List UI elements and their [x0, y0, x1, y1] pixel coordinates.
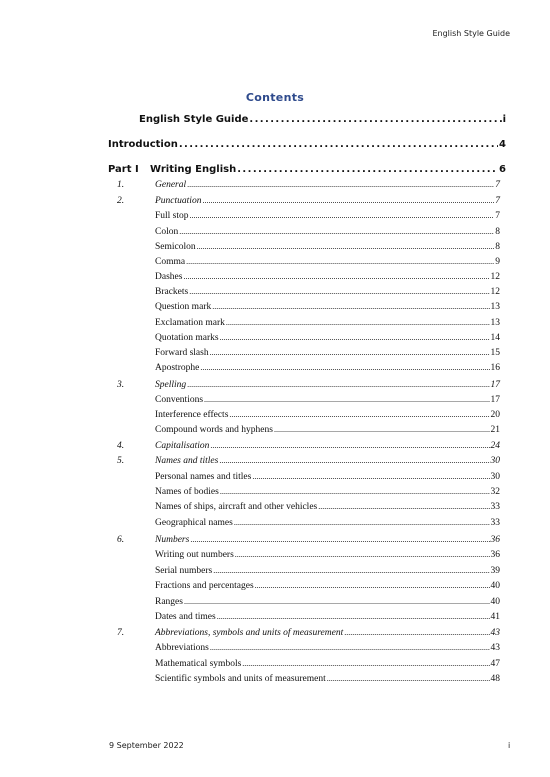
toc-page-number: 7	[495, 180, 500, 190]
toc-entry-title: Compound words and hyphens	[155, 425, 273, 435]
toc-entry-title: Punctuation	[155, 196, 202, 206]
toc-entry[interactable]	[155, 487, 500, 500]
toc-entry[interactable]	[155, 242, 500, 255]
toc-entry[interactable]	[155, 518, 500, 531]
toc-entry-title: Dates and times	[155, 612, 216, 622]
toc-entry[interactable]	[108, 139, 506, 153]
toc-dot-leader	[219, 456, 489, 465]
toc-page-number: 40	[490, 581, 500, 591]
toc-entry-number: 6.	[117, 535, 125, 545]
toc-dot-leader	[200, 363, 489, 372]
toc-entry[interactable]	[155, 318, 500, 331]
toc-entry-number: 1.	[117, 180, 125, 190]
toc-page-number: 13	[490, 302, 500, 312]
toc-page-number: 13	[490, 318, 500, 328]
toc-dot-leader	[179, 227, 494, 236]
toc-entry-number: 5.	[117, 456, 125, 466]
toc-entry[interactable]	[155, 674, 500, 687]
toc-entry[interactable]	[155, 425, 500, 438]
toc-page-number: 33	[490, 518, 500, 528]
toc-dot-leader	[187, 380, 489, 389]
toc-entry[interactable]	[155, 502, 500, 515]
toc-page-number: 8	[495, 227, 500, 237]
toc-entry-title: Abbreviations	[155, 643, 209, 653]
toc-page-number: 9	[495, 257, 500, 267]
toc-page-number: 47	[490, 659, 500, 669]
toc-entry-title: Writing English	[150, 164, 237, 175]
toc-page-number: 39	[490, 566, 500, 576]
toc-dot-leader	[213, 566, 489, 575]
toc-page-number: 7	[495, 211, 500, 221]
toc-entry-title: Serial numbers	[155, 566, 213, 576]
toc-page-number: 15	[490, 348, 500, 358]
toc-page-number: 8	[495, 242, 500, 252]
toc-page-number: 43	[490, 643, 500, 653]
toc-entry-title: Geographical names	[155, 518, 233, 528]
toc-page-number: 40	[490, 597, 500, 607]
toc-dot-leader	[204, 395, 489, 404]
toc-entry[interactable]	[155, 597, 500, 610]
toc-page-number: 17	[490, 395, 500, 405]
toc-page-number: 43	[490, 628, 500, 638]
toc-entry-title: Comma	[155, 257, 186, 267]
toc-entry-title: Introduction	[108, 139, 178, 150]
toc-entry-title: Dashes	[155, 272, 183, 282]
toc-entry[interactable]	[117, 441, 500, 454]
toc-entry[interactable]	[117, 628, 500, 641]
toc-entry-title: Scientific symbols and units of measurement	[155, 674, 326, 684]
toc-entry[interactable]	[155, 287, 500, 300]
toc-entry[interactable]	[155, 272, 500, 285]
toc-entry-title: Numbers	[155, 535, 190, 545]
toc-entry-title: Abbreviations, symbols and units of measurement	[155, 628, 344, 638]
toc-page-number: 48	[490, 674, 500, 684]
toc-entry-title: Names of bodies	[155, 487, 219, 497]
toc-dot-leader	[212, 302, 489, 311]
toc-page-number: 14	[490, 333, 500, 343]
toc-entry[interactable]	[117, 380, 500, 393]
toc-entry[interactable]	[155, 472, 500, 485]
toc-entry[interactable]	[155, 363, 500, 376]
toc-dot-leader	[274, 425, 490, 434]
toc-dot-leader	[190, 535, 489, 544]
toc-dot-leader	[327, 674, 490, 683]
toc-dot-leader	[234, 518, 490, 527]
toc-page-number: 24	[490, 441, 500, 451]
toc-entry-title: Names and titles	[155, 456, 219, 466]
toc-dot-leader	[183, 272, 489, 281]
toc-page-number: 7	[495, 196, 500, 206]
toc-entry-number: 7.	[117, 628, 125, 638]
toc-dot-leader	[226, 318, 490, 327]
toc-page-number: 32	[490, 487, 500, 497]
toc-entry-title: English Style Guide	[139, 114, 249, 125]
toc-dot-leader	[197, 242, 495, 251]
toc-entry-title: Exclamation mark	[155, 318, 225, 328]
toc-dot-leader	[255, 581, 490, 590]
toc-entry-title: Fractions and percentages	[155, 581, 254, 591]
toc-entry-title: Quotation marks	[155, 333, 219, 343]
toc-page-number: 33	[490, 502, 500, 512]
toc-entry-title: Colon	[155, 227, 179, 237]
toc-dot-leader	[217, 612, 490, 621]
toc-entry-title: Interference effects	[155, 410, 229, 420]
toc-page-number: 12	[490, 287, 500, 297]
footer-page-number: i	[508, 741, 511, 750]
toc-entry-title: Names of ships, aircraft and other vehicles	[155, 502, 318, 512]
toc-page-number: 21	[490, 425, 500, 435]
toc-dot-leader	[179, 139, 498, 150]
toc-entry-number: 3.	[117, 380, 125, 390]
toc-entry-title: Brackets	[155, 287, 189, 297]
toc-dot-leader	[249, 114, 501, 125]
toc-entry[interactable]	[155, 581, 500, 594]
toc-entry-title: Mathematical symbols	[155, 659, 242, 669]
toc-entry-number: 4.	[117, 441, 125, 451]
toc-entry[interactable]	[117, 180, 500, 193]
toc-dot-leader	[210, 441, 489, 450]
toc-entry-title: Question mark	[155, 302, 212, 312]
toc-dot-leader	[318, 502, 489, 511]
toc-entry[interactable]	[155, 227, 500, 240]
toc-entry[interactable]	[155, 348, 500, 361]
toc-dot-leader	[237, 164, 498, 175]
toc-entry-title: Forward slash	[155, 348, 209, 358]
toc-page-number: 30	[490, 472, 500, 482]
toc-entry[interactable]	[155, 566, 500, 579]
toc-dot-leader	[344, 628, 489, 637]
toc-dot-leader	[189, 287, 489, 296]
toc-dot-leader	[202, 196, 494, 205]
toc-entry[interactable]	[155, 395, 500, 408]
toc-entry-title: Personal names and titles	[155, 472, 252, 482]
toc-entry-title: Capitalisation	[155, 441, 210, 451]
toc-entry[interactable]	[108, 164, 506, 178]
running-header: English Style Guide	[432, 29, 510, 38]
toc-entry[interactable]	[155, 643, 500, 656]
toc-entry[interactable]	[155, 410, 500, 423]
toc-entry-number: 2.	[117, 196, 125, 206]
toc-page-number: i	[502, 114, 506, 125]
toc-entry-title: Spelling	[155, 380, 187, 390]
toc-dot-leader	[190, 211, 495, 220]
toc-entry[interactable]	[155, 333, 500, 346]
toc-entry-title: Apostrophe	[155, 363, 200, 373]
toc-page-number: 12	[490, 272, 500, 282]
toc-entry-title: General	[155, 180, 187, 190]
toc-dot-leader	[235, 550, 490, 559]
toc-entry[interactable]	[155, 211, 500, 224]
toc-page-number: 20	[490, 410, 500, 420]
toc-entry-title: Full stop	[155, 211, 189, 221]
toc-entry[interactable]	[155, 302, 500, 315]
toc-dot-leader	[220, 487, 490, 496]
footer-date: 9 September 2022	[109, 741, 184, 750]
toc-entry-title: Conventions	[155, 395, 204, 405]
toc-entry[interactable]	[117, 196, 500, 209]
toc-part-number: Part I	[108, 164, 139, 175]
toc-dot-leader	[184, 597, 490, 606]
toc-page-number: 4	[499, 139, 506, 150]
toc-entry[interactable]	[139, 114, 506, 128]
toc-page-number: 16	[490, 363, 500, 373]
toc-dot-leader	[210, 643, 490, 652]
toc-dot-leader	[187, 180, 494, 189]
toc-entry[interactable]	[155, 257, 500, 270]
toc-entry-title: Semicolon	[155, 242, 196, 252]
toc-entry[interactable]	[155, 612, 500, 625]
toc-page-number: 41	[490, 612, 500, 622]
toc-dot-leader	[229, 410, 489, 419]
toc-dot-leader	[242, 659, 489, 668]
toc-entry[interactable]	[155, 550, 500, 563]
toc-entry[interactable]	[155, 659, 500, 672]
toc-page-number: 17	[490, 380, 500, 390]
toc-page-number: 6	[499, 164, 506, 175]
toc-page-number: 36	[490, 535, 500, 545]
toc-entry-title: Writing out numbers	[155, 550, 234, 560]
toc-dot-leader	[210, 348, 490, 357]
toc-entry[interactable]	[117, 535, 500, 548]
toc-page-number: 36	[490, 550, 500, 560]
toc-entry[interactable]	[117, 456, 500, 469]
toc-page-number: 30	[490, 456, 500, 466]
toc-dot-leader	[220, 333, 490, 342]
toc-dot-leader	[186, 257, 494, 266]
page-title: Contents	[245, 91, 305, 104]
toc-dot-leader	[252, 472, 489, 481]
toc-entry-title: Ranges	[155, 597, 183, 607]
